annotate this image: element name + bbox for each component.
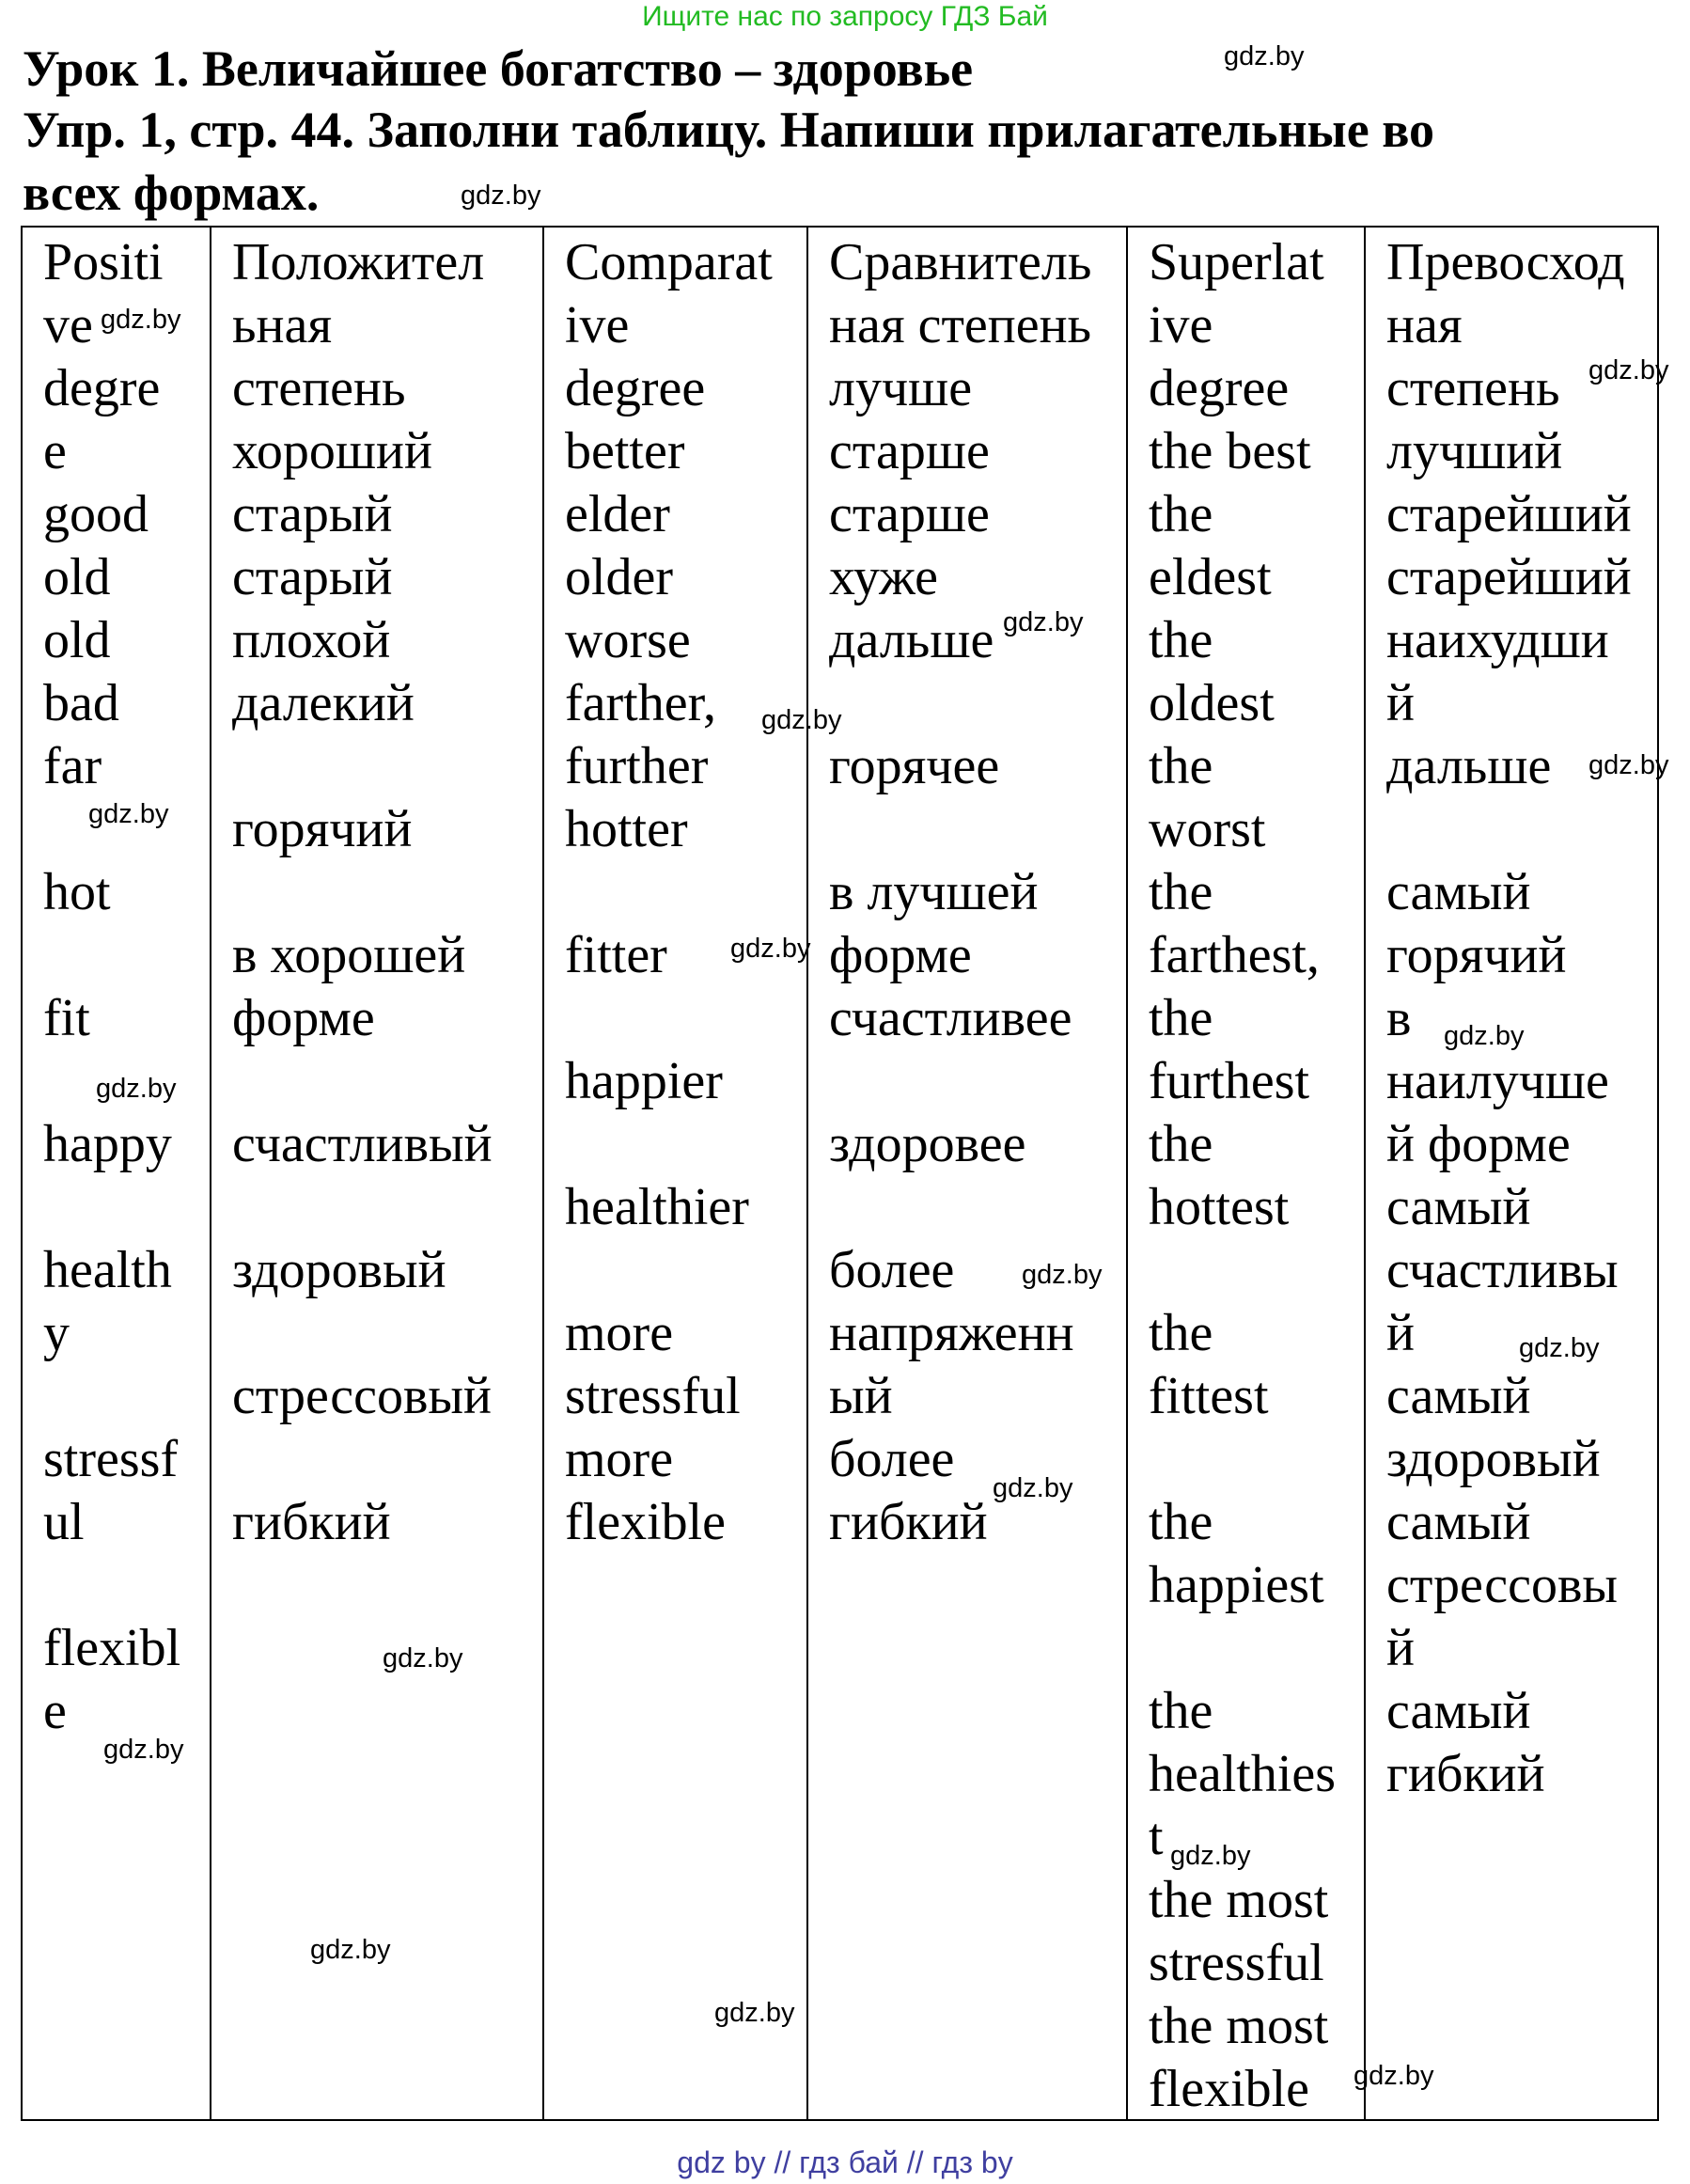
watermark: gdz.by	[310, 1935, 391, 1965]
exercise-title-continued: всех формах.	[23, 165, 320, 221]
watermark: gdz.by	[461, 181, 541, 211]
comparative-degree-en-column	[542, 228, 806, 2119]
comparative-degree-ru-text: Сравнитель ная степень лучше старше старше хуже дальше горячее в лучшей форме счастливее здоровее более напряженн ый более гибкий	[829, 233, 1092, 1551]
watermark: gdz.by	[88, 799, 169, 829]
watermark: gdz.by	[730, 934, 811, 964]
watermark: gdz.by	[761, 705, 842, 735]
watermark: gdz.by	[1354, 2061, 1434, 2091]
exercise-title: Упр. 1, стр. 44. Заполни таблицу. Напиши прилагательные во	[23, 102, 1434, 158]
watermark: gdz.by	[1588, 355, 1669, 385]
watermark: gdz.by	[1224, 41, 1305, 71]
lesson-title: Урок 1. Величайшее богатство – здоровье	[23, 40, 974, 97]
watermark: gdz.by	[96, 1074, 177, 1104]
watermark: gdz.by	[1003, 607, 1084, 637]
watermark: gdz.by	[1588, 750, 1669, 780]
watermark: gdz.by	[993, 1473, 1073, 1503]
watermark: gdz.by	[101, 305, 181, 335]
comparative-degree-ru-column	[806, 228, 1126, 2119]
degrees-table	[21, 226, 1659, 2121]
superlative-degree-ru-column	[1364, 228, 1659, 2119]
watermark: gdz.by	[103, 1735, 184, 1765]
positive-degree-ru-column	[210, 228, 542, 2119]
superlative-degree-en-text: Superlat ive degree the best the eldest the oldest the worst the farthest, the furthest the hottest the fittest the happiest the healthies t the most stressful the most flexible	[1149, 233, 1337, 2118]
watermark: gdz.by	[714, 1998, 795, 2028]
superlative-degree-ru-text: Превосход ная степень лучший старейший старейший наихудши й дальше самый горячий в наилучше й форме самый счастливы й самый здоровый самый стрессовы й самый гибкий	[1386, 233, 1632, 1803]
superlative-degree-en-column	[1126, 228, 1364, 2119]
positive-degree-en-column	[23, 228, 210, 2119]
watermark: gdz.by	[383, 1643, 463, 1673]
positive-degree-ru-text: Положител ьная степень хороший старый старый плохой далекий горячий в хорошей форме счастливый здоровый стрессовый гибкий	[232, 233, 493, 1551]
footer-links: gdz by // гдз бай // гдз by	[677, 2145, 1013, 2179]
watermark: gdz.by	[1022, 1260, 1103, 1290]
watermark: gdz.by	[1170, 1841, 1251, 1871]
comparative-degree-en-text: Comparat ive degree better elder older worse farther, further hotter fitter happier healthier more stressful more flexible	[565, 233, 773, 1551]
top-banner: Ищите нас по запросу ГДЗ Бай	[642, 1, 1048, 32]
watermark: gdz.by	[1519, 1333, 1600, 1363]
watermark: gdz.by	[1444, 1021, 1525, 1051]
positive-degree-en-text: Positi ve degre e good old old bad far hot fit happy health y stressf ul flexibl e	[43, 233, 181, 1740]
